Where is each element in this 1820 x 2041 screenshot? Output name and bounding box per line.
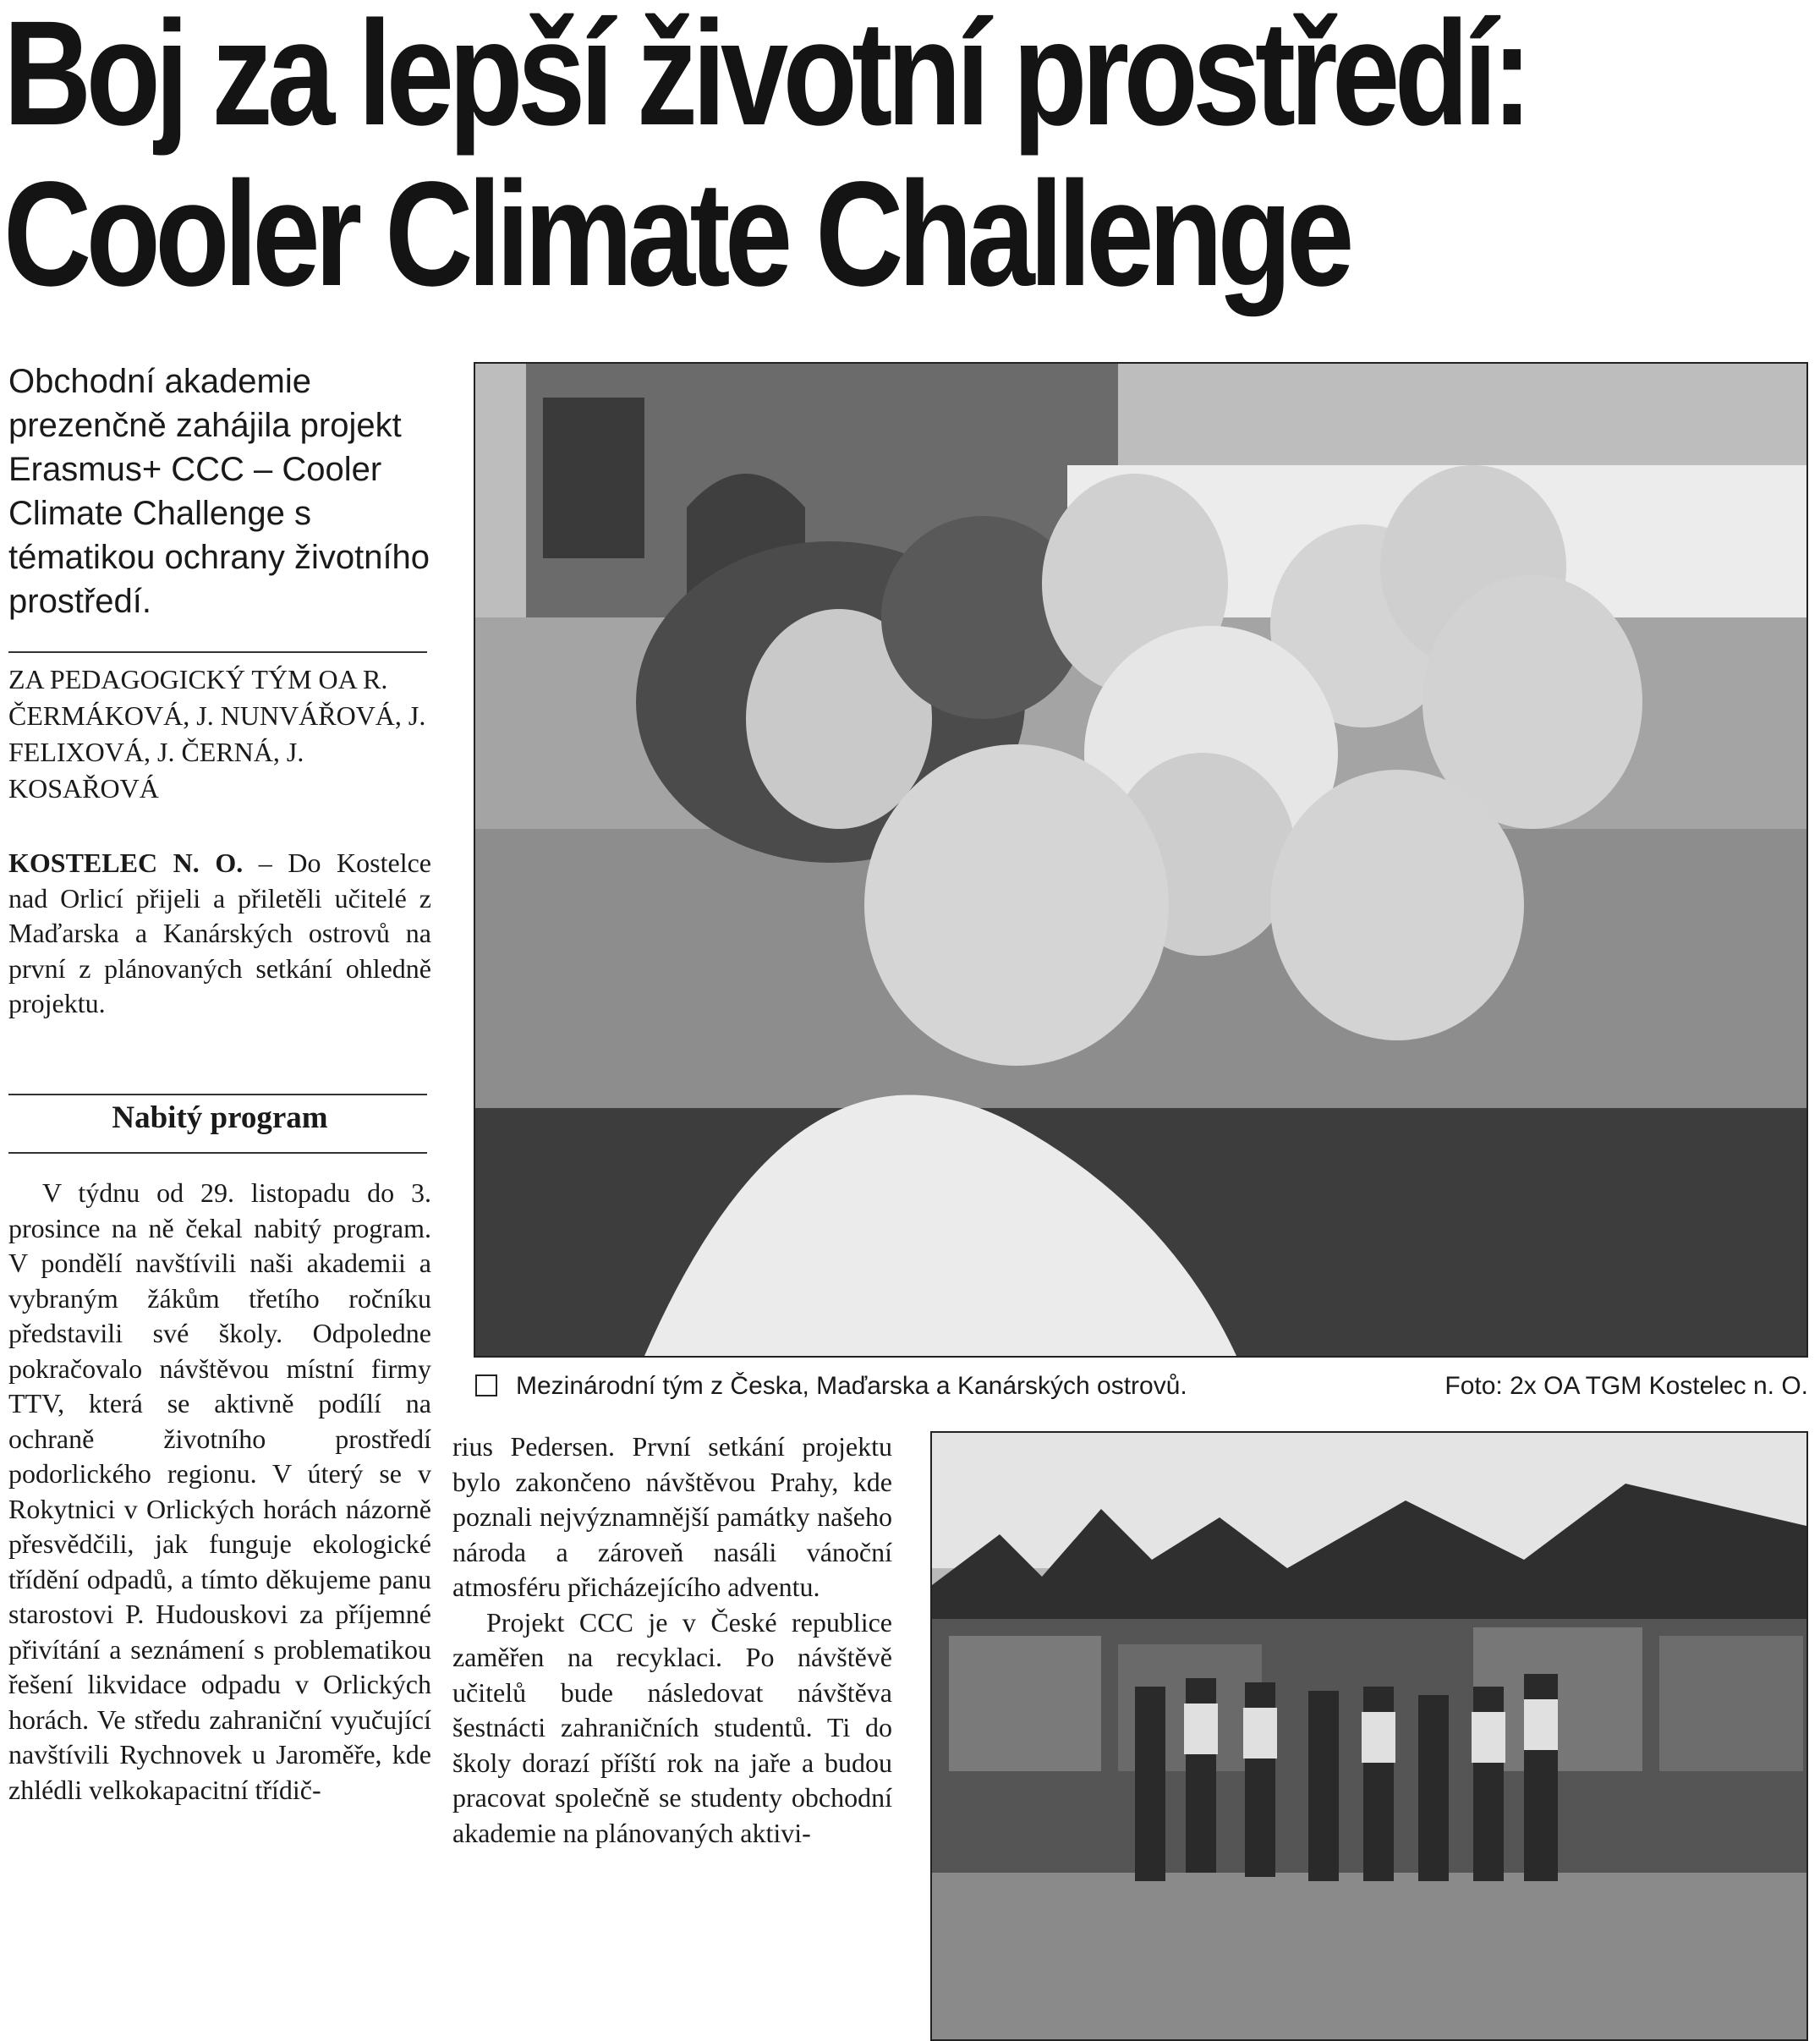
article-paragraph-1: V týdnu od 29. listopadu do 3. prosince na ně čekal nabitý program. V pondělí navštívili naši akademii a vybraným žákům třetího ročníku představili své školy. Odpoledne pokračovalo návštěvou místní firmy TTV, která se aktivně podílí na ochraně životního prostředí podorlického regionu. V úterý se v Rokytnici v Orlických horách názorně přesvědčili, jak funguje ekologické třídění odpadů, a tímto děkujeme panu starostovi P. Hudouskovi za příjemné přivítání a seznámení s problematikou řešení likvidace odpadu v Orlických horách. Ve středu zahraniční vyučující navštívili Rychnovek u Jaroměře, kde zhlédli velkokapacitní třídič- — [8, 1177, 431, 1805]
subhead: Nabitý program — [112, 1100, 328, 1135]
headline-line-1: Boj za lepší životní prostředí: — [3, 0, 1527, 156]
lead-paragraph: Obchodní akademie prezenčně zahájila projekt Erasmus+ CCC – Cooler Climate Challenge s tématikou ochrany životního prostředí. — [8, 363, 430, 620]
headline-line-2: Cooler Climate Challenge — [3, 151, 1349, 317]
photo-caption — [474, 1368, 1808, 1405]
lead-divider — [8, 651, 427, 653]
headline — [3, 0, 1527, 317]
caption-marker-icon — [475, 1374, 497, 1396]
group-selfie-photo — [474, 362, 1808, 1358]
article-column-2 — [452, 1429, 892, 1851]
subhead-rule-top — [8, 1094, 427, 1095]
article-paragraph-2: rius Pedersen. První setkání projektu bylo zakončeno návštěvou Prahy, kde poznali nejvýznamnější památky našeho národa a zároveň nasáli vánoční atmosféru přicházejícího adventu. — [452, 1431, 892, 1602]
article-paragraph-3: Projekt CCC je v České republice zaměřen na recyklaci. Po návštěvě učitelů bude následovat návštěva šestnácti zahraničních studentů. Ti do školy dorazí příští rok na jaře a budou pracovat společně se studenty obchodní akademie na plánovaných aktivi- — [452, 1606, 892, 1848]
caption-text: Mezinárodní tým z Česka, Maďarska a Kanárských ostrovů. — [516, 1372, 1187, 1400]
recycling-site-photo-placeholder — [932, 1433, 1806, 2039]
group-selfie-photo-placeholder — [475, 364, 1806, 1356]
photo-credit: Foto: 2x OA TGM Kostelec n. O. — [1444, 1372, 1808, 1400]
byline-authors: ZA PEDAGOGICKÝ TÝM OA R. ČERMÁKOVÁ, J. NUNVÁŘOVÁ, J. FELIXOVÁ, J. ČERNÁ, J. KOSAŘOVÁ — [8, 664, 426, 804]
intro-text: – Do Kostelce nad Orlicí přijeli a přiletěli učitelé z Maďarska a Kanárských ostrovů na první z plánovaných setkání ohledně projektu. — [8, 848, 432, 1018]
recycling-site-photo — [930, 1431, 1808, 2041]
subhead-rule-bottom — [8, 1152, 427, 1154]
article-intro — [8, 846, 431, 1022]
dateline: KOSTELEC N. O. — [8, 848, 244, 878]
